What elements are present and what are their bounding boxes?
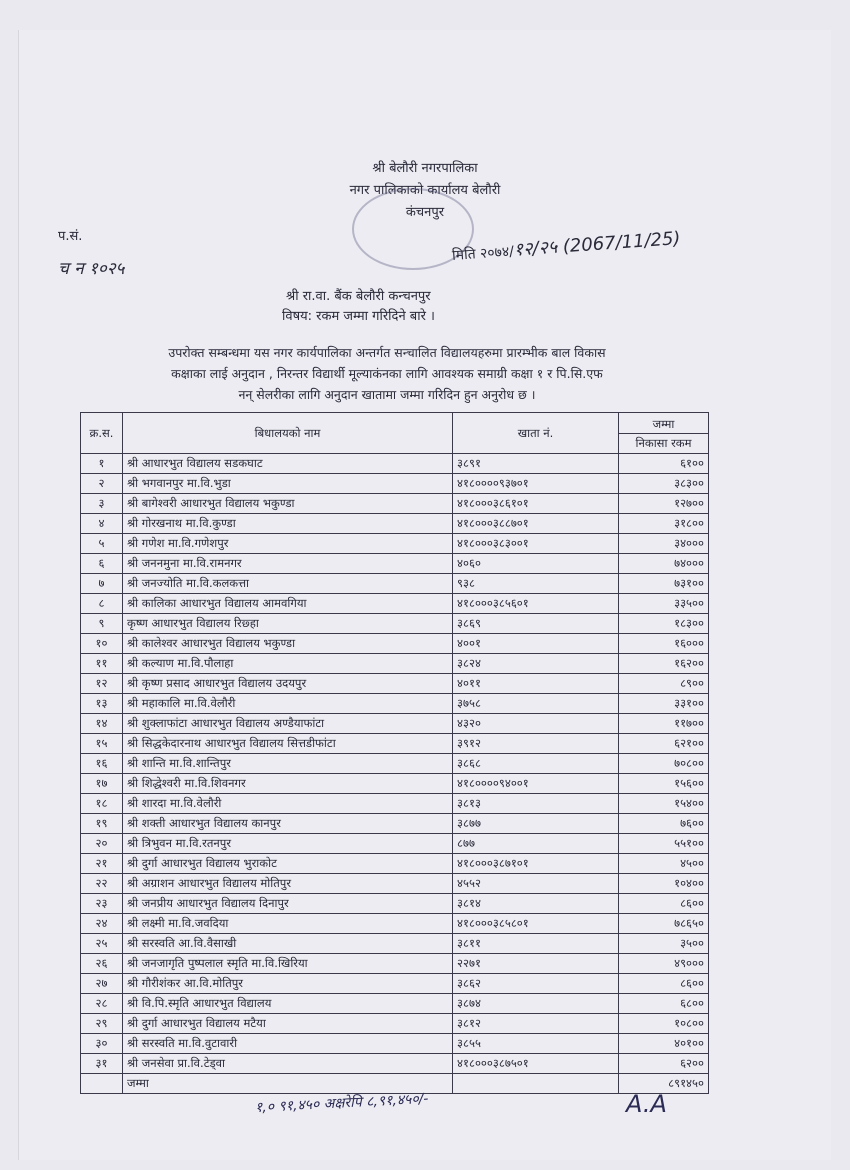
row-school-name: श्री जनप्रीय आधारभुत विद्यालय दिनापुर [123, 894, 453, 914]
row-amount: ६२१०० [619, 734, 709, 754]
row-school-name: श्री शक्ती आधारभुत विद्यालय कानपुर [123, 814, 453, 834]
row-serial: ८ [81, 594, 123, 614]
table-row [81, 854, 709, 874]
row-account-number: ३८६२ [453, 974, 619, 994]
row-serial: १० [81, 634, 123, 654]
grant-table [80, 412, 709, 1094]
row-amount: ८९०० [619, 674, 709, 694]
row-serial: ११ [81, 654, 123, 674]
table-row [81, 1034, 709, 1054]
row-account-number: ३८६८ [453, 754, 619, 774]
row-account-number: ४१८०००३८७१०१ [453, 854, 619, 874]
row-amount: ३८३०० [619, 474, 709, 494]
row-account-number: ३८१३ [453, 794, 619, 814]
row-school-name: श्री त्रिभुवन मा.वि.रतनपुर [123, 834, 453, 854]
table-row [81, 934, 709, 954]
row-school-name: श्री महाकालि मा.वि.वेलौरी [123, 694, 453, 714]
row-amount: ७६०० [619, 814, 709, 834]
district-name: कंचनपुर [405, 205, 445, 220]
row-amount: ६१०० [619, 454, 709, 474]
row-serial: २९ [81, 1014, 123, 1034]
table-row [81, 734, 709, 754]
row-account-number: ३८११ [453, 934, 619, 954]
row-account-number: ४१८०००३८५६०१ [453, 594, 619, 614]
row-account-number: ४३२० [453, 714, 619, 734]
row-amount: १६२०० [619, 654, 709, 674]
row-serial: ३ [81, 494, 123, 514]
office-name: नगर पालिकाको कार्यालय बेलौरी [349, 183, 501, 198]
row-serial: २७ [81, 974, 123, 994]
reference-label: प.सं. [58, 229, 83, 244]
row-account-number: ३८१२ [453, 1014, 619, 1034]
row-school-name: श्री सिद्धकेदारनाथ आधारभुत विद्यालय सित्तडीफांटा [123, 734, 453, 754]
row-serial: २३ [81, 894, 123, 914]
table-row [81, 554, 709, 574]
row-serial: १५ [81, 734, 123, 754]
table-header-row [81, 413, 709, 454]
row-serial: २१ [81, 854, 123, 874]
body-line: कक्षाका लाई अनुदान , निरन्तर विद्यार्थी मूल्याकंनका लागि आवश्यक समाग्री कक्षा १ र पि.सि.एफ [171, 366, 603, 381]
row-serial: २८ [81, 994, 123, 1014]
row-school-name: श्री कालेश्वर आधारभुत विद्यालय भकुण्डा [123, 634, 453, 654]
subject-line: विषय: रकम जम्मा गरिदिने बारे । [282, 309, 435, 324]
row-account-number: २२७१ [453, 954, 619, 974]
row-school-name: श्री शुक्लाफांटा आधारभुत विद्यालय अण्डैयाफांटा [123, 714, 453, 734]
row-amount: १२७०० [619, 494, 709, 514]
total-label: जम्मा [123, 1074, 453, 1094]
row-serial: ५ [81, 534, 123, 554]
row-school-name: कृष्ण आधारभुत विद्यालय रिछ्हा [123, 614, 453, 634]
row-serial: १३ [81, 694, 123, 714]
row-account-number: ८७७ [453, 834, 619, 854]
row-account-number: ४०११ [453, 674, 619, 694]
row-amount: ११७०० [619, 714, 709, 734]
table-row [81, 674, 709, 694]
row-serial: ४ [81, 514, 123, 534]
row-serial: २६ [81, 954, 123, 974]
table-row [81, 814, 709, 834]
row-serial: ३१ [81, 1054, 123, 1074]
table-row [81, 574, 709, 594]
row-amount: १६००० [619, 634, 709, 654]
row-school-name: श्री शारदा मा.वि.वेलौरी [123, 794, 453, 814]
row-school-name: श्री दुर्गा आधारभुत विद्यालय भुराकोट [123, 854, 453, 874]
row-serial: १ [81, 454, 123, 474]
table-row [81, 594, 709, 614]
row-school-name: श्री वि.पि.स्मृति आधारभुत विद्यालय [123, 994, 453, 1014]
table-row [81, 454, 709, 474]
row-serial: १९ [81, 814, 123, 834]
row-school-name: श्री बागेश्वरी आधारभुत विद्यालय भकुण्डा [123, 494, 453, 514]
signature: A.A [626, 1090, 667, 1118]
table-row [81, 1014, 709, 1034]
col-header-school-name: बिधालयको नाम [123, 413, 453, 454]
table-row [81, 534, 709, 554]
col-header-account: खाता नं. [453, 413, 619, 454]
row-amount: ५५१०० [619, 834, 709, 854]
row-serial: १७ [81, 774, 123, 794]
row-serial: १८ [81, 794, 123, 814]
total-amount: ८९१४५० [619, 1074, 709, 1094]
row-account-number: ४१८०००३८७५०१ [453, 1054, 619, 1074]
table-row [81, 474, 709, 494]
row-serial: २४ [81, 914, 123, 934]
row-amount: ७३१०० [619, 574, 709, 594]
row-amount: ३३५०० [619, 594, 709, 614]
row-school-name: श्री जनज्योति मा.वि.कलकत्ता [123, 574, 453, 594]
row-amount: १५४०० [619, 794, 709, 814]
row-school-name: श्री जनसेवा प्रा.वि.टेड्वा [123, 1054, 453, 1074]
row-amount: ४५०० [619, 854, 709, 874]
row-school-name: श्री गणेश मा.वि.गणेशपुर [123, 534, 453, 554]
row-amount: १०४०० [619, 874, 709, 894]
table-row [81, 774, 709, 794]
row-serial: ६ [81, 554, 123, 574]
table-row [81, 794, 709, 814]
table-row [81, 834, 709, 854]
table-row [81, 914, 709, 934]
row-account-number: ३८६९ [453, 614, 619, 634]
row-school-name: श्री जननमुना मा.वि.रामनगर [123, 554, 453, 574]
table-body [81, 454, 709, 1074]
row-amount: ७८६५० [619, 914, 709, 934]
amount-in-words-handwritten: १,० ९१,४५० अक्षरेपि ८,९१,४५०/- [254, 1090, 429, 1116]
row-account-number: ३८७४ [453, 994, 619, 1014]
table-row [81, 1054, 709, 1074]
row-serial: २५ [81, 934, 123, 954]
table-row [81, 514, 709, 534]
row-account-number: ४०६० [453, 554, 619, 574]
row-school-name: श्री शिद्धेश्वरी मा.वि.शिवनगर [123, 774, 453, 794]
row-amount: ३५०० [619, 934, 709, 954]
row-school-name: श्री कृष्ण प्रसाद आधारभुत विद्यालय उदयपुर [123, 674, 453, 694]
row-amount: ३३१०० [619, 694, 709, 714]
table-row [81, 874, 709, 894]
row-school-name: श्री कालिका आधारभुत विद्यालय आमवगिया [123, 594, 453, 614]
row-serial: १२ [81, 674, 123, 694]
table-row [81, 714, 709, 734]
row-amount: ४९००० [619, 954, 709, 974]
row-school-name: श्री गौरीशंकर आ.वि.मोतिपुर [123, 974, 453, 994]
total-account-blank [453, 1074, 619, 1094]
amount-header-line2: निकासा रकम [635, 435, 692, 450]
row-account-number: ३७५८ [453, 694, 619, 714]
row-amount: ७४००० [619, 554, 709, 574]
row-amount: ३४००० [619, 534, 709, 554]
table-row [81, 634, 709, 654]
row-amount: ६२०० [619, 1054, 709, 1074]
row-account-number: ४१८०००३८८७०१ [453, 514, 619, 534]
row-serial: १४ [81, 714, 123, 734]
row-account-number: ४१८०००३८३००१ [453, 534, 619, 554]
table-row [81, 614, 709, 634]
total-blank [81, 1074, 123, 1094]
table-row [81, 974, 709, 994]
row-account-number: ३८७७ [453, 814, 619, 834]
row-account-number: ३८१४ [453, 894, 619, 914]
body-line: नन् सेलरीका लागि अनुदान खातामा जम्मा गरिदिन हुन अनुरोध छ । [238, 387, 536, 402]
row-account-number: ४१८००००९४००१ [453, 774, 619, 794]
table-row [81, 694, 709, 714]
row-account-number: ३८५५ [453, 1034, 619, 1054]
row-account-number: ३८९१ [453, 454, 619, 474]
row-amount: ३१८०० [619, 514, 709, 534]
col-header-serial: क्र.स. [81, 413, 123, 454]
row-account-number: ४००१ [453, 634, 619, 654]
date-handwritten: १२/२५ (2067/11/25) [513, 228, 682, 261]
row-amount: १८३०० [619, 614, 709, 634]
body-line: उपरोक्त सम्बन्धमा यस नगर कार्यपालिका अन्तर्गत सन्चालित विद्यालयहरुमा प्रारम्भीक बाल विकास [168, 345, 606, 360]
row-serial: ३० [81, 1034, 123, 1054]
col-header-amount [619, 413, 709, 454]
row-account-number: ४१८०००३८५८०१ [453, 914, 619, 934]
row-account-number: ४५५२ [453, 874, 619, 894]
row-amount: ७०८०० [619, 754, 709, 774]
amount-header-line1: जम्मा [619, 415, 708, 434]
row-serial: ७ [81, 574, 123, 594]
row-school-name: श्री गोरखनाथ मा.वि.कुण्डा [123, 514, 453, 534]
table-row [81, 754, 709, 774]
row-amount: ८६०० [619, 974, 709, 994]
table-row [81, 894, 709, 914]
table-row [81, 654, 709, 674]
row-school-name: श्री जनजागृति पुष्पलाल स्मृति मा.वि.खिरिया [123, 954, 453, 974]
row-school-name: श्री सरस्वति मा.वि.वुटावारी [123, 1034, 453, 1054]
row-amount: ४०१०० [619, 1034, 709, 1054]
row-account-number: ३९१२ [453, 734, 619, 754]
row-serial: १६ [81, 754, 123, 774]
table-row [81, 954, 709, 974]
letter-body [82, 342, 692, 405]
row-serial: २० [81, 834, 123, 854]
row-school-name: श्री शान्ति मा.वि.शान्तिपुर [123, 754, 453, 774]
row-account-number: ९३८ [453, 574, 619, 594]
row-school-name: श्री भगवानपुर मा.वि.भुडा [123, 474, 453, 494]
addressee: श्री रा.वा. बैंक बेलौरी कन्चनपुर [286, 289, 431, 304]
row-serial: २ [81, 474, 123, 494]
row-school-name: श्री दुर्गा आधारभुत विद्यालय मटैया [123, 1014, 453, 1034]
table-row [81, 994, 709, 1014]
row-school-name: श्री कल्याण मा.वि.पौलाहा [123, 654, 453, 674]
row-school-name: श्री सरस्वति आ.वि.वैसाखी [123, 934, 453, 954]
row-serial: ९ [81, 614, 123, 634]
row-school-name: श्री लक्ष्मी मा.वि.जवदिया [123, 914, 453, 934]
table-row [81, 494, 709, 514]
row-school-name: श्री आधारभुत विद्यालय सडकघाट [123, 454, 453, 474]
row-amount: ६८०० [619, 994, 709, 1014]
dispatch-number: च न १०२५ [58, 259, 125, 279]
row-school-name: श्री अग्राशन आधारभुत विद्यालय मोतिपुर [123, 874, 453, 894]
date-label: मिति २०७४/ [451, 243, 515, 264]
row-amount: ८६०० [619, 894, 709, 914]
municipality-name: श्री बेलौरी नगरपालिका [372, 161, 478, 176]
row-amount: १०८०० [619, 1014, 709, 1034]
row-account-number: ३८२४ [453, 654, 619, 674]
row-amount: १५६०० [619, 774, 709, 794]
row-account-number: ४१८०००३८६१०१ [453, 494, 619, 514]
row-serial: २२ [81, 874, 123, 894]
row-account-number: ४१८००००९३७०१ [453, 474, 619, 494]
